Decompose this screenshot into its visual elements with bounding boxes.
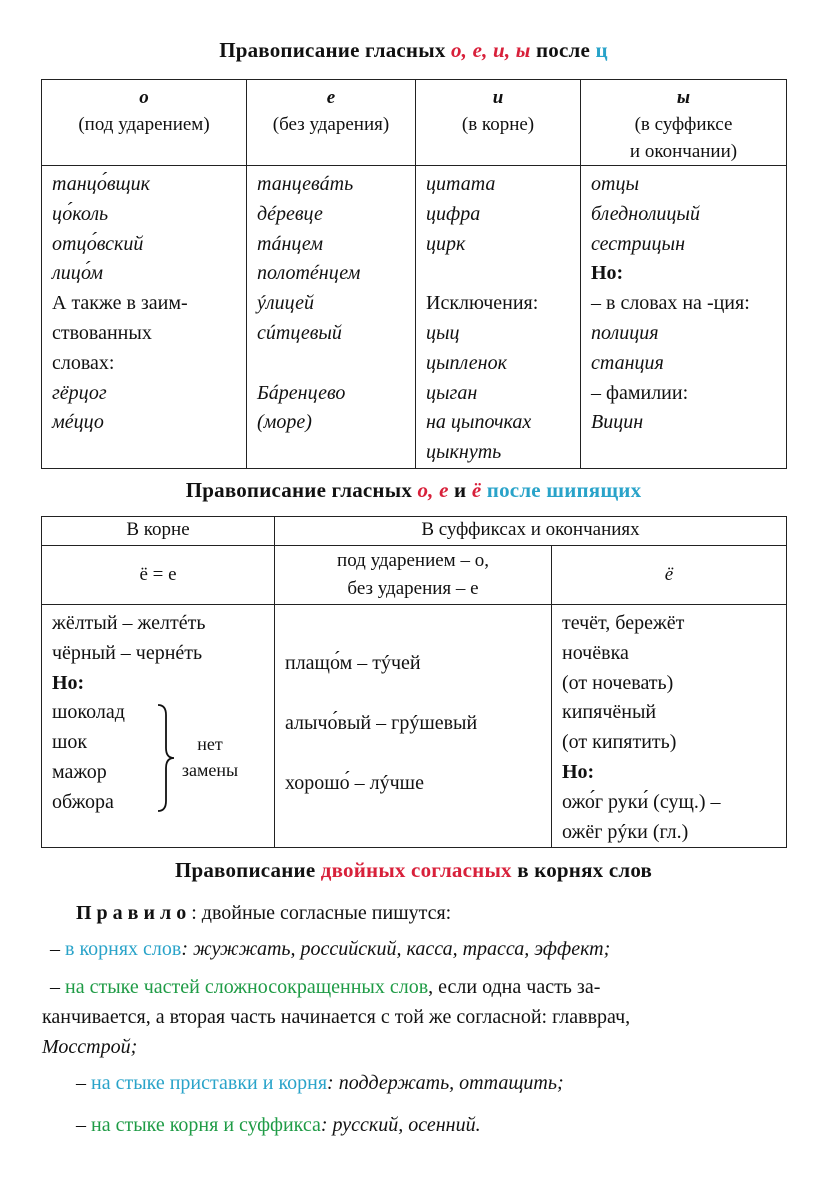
- vowels-after-sibilants-table: [41, 516, 787, 848]
- root-examples: жёлтый – желтéть чёрный – чернéть Но: шоколад шок мажор обжора нет замены: [42, 605, 275, 848]
- rule-prefix-root: – на стыке приставки и корня: поддержать, оттащить;: [76, 1072, 564, 1094]
- vowels-after-ts-table: [41, 79, 787, 469]
- section2-title: Правописание гласных о, е и ё после шипящих: [185, 478, 642, 502]
- column-header-o: о (под ударением): [42, 80, 247, 166]
- column-header-i: и (в корне): [416, 80, 581, 166]
- column-header-e: е (без ударения): [247, 80, 416, 166]
- header-root: В корне: [42, 517, 275, 546]
- column-header-y: ы (в суффиксе и окончании): [581, 80, 787, 166]
- header-root-rule: ё = е: [42, 546, 275, 605]
- header-yo: ё: [552, 546, 787, 605]
- rule-compound-words-example: Мосстрой;: [42, 1036, 138, 1058]
- header-stress-rule: под ударением – о, без ударения – е: [275, 546, 552, 605]
- suffix-yo-examples: течёт, бережёт ночёвка (от ночевать) кипячёный (от кипятить) Но: ожо́г руки́ (сущ.) – ожёг рýки (гл.): [552, 605, 787, 848]
- rule-intro: Правило: двойные согласные пишутся:: [76, 902, 452, 924]
- rule-compound-words: – на стыке частей сложносокращенных слов, если одна часть за-: [50, 976, 601, 998]
- rule-compound-words-cont: канчивается, а вторая часть начинается с той же согласной: главврач,: [42, 1006, 631, 1028]
- suffix-stress-examples: плащо́м – тýчей алычо́вый – грýшевый хорошо́ – лýчше: [275, 605, 552, 848]
- section3-title: Правописание двойных согласных в корнях слов: [174, 858, 653, 882]
- column-i-examples: цитата цифра цирк Исключения: цыц цыпленок цыган на цыпочках цыкнуть: [416, 166, 581, 469]
- header-suffix: В суффиксах и окончаниях: [275, 517, 787, 546]
- column-o-examples: танцо́вщик цо́коль отцо́вский лицо́м А также в заим- ствованных словах: гёрцог мéццо: [42, 166, 247, 469]
- no-replacement-note: нет замены: [181, 734, 239, 780]
- rule-root-suffix: – на стыке корня и суффикса: русский, осенний.: [76, 1114, 481, 1136]
- column-y-examples: отцы бледнолицый сестрицын Но: – в словах на -ция: полиция станция – фамилии: Вицин: [581, 166, 787, 469]
- rule-roots: – в корнях слов: жужжать, российский, касса, трасса, эффект;: [50, 938, 611, 960]
- section1-title: Правописание гласных о, е, и, ы после ц: [219, 38, 608, 62]
- column-e-examples: танцевáть дéревце тáнцем полотéнцем ýлицей сúтцевый Бáренцево (море): [247, 166, 416, 469]
